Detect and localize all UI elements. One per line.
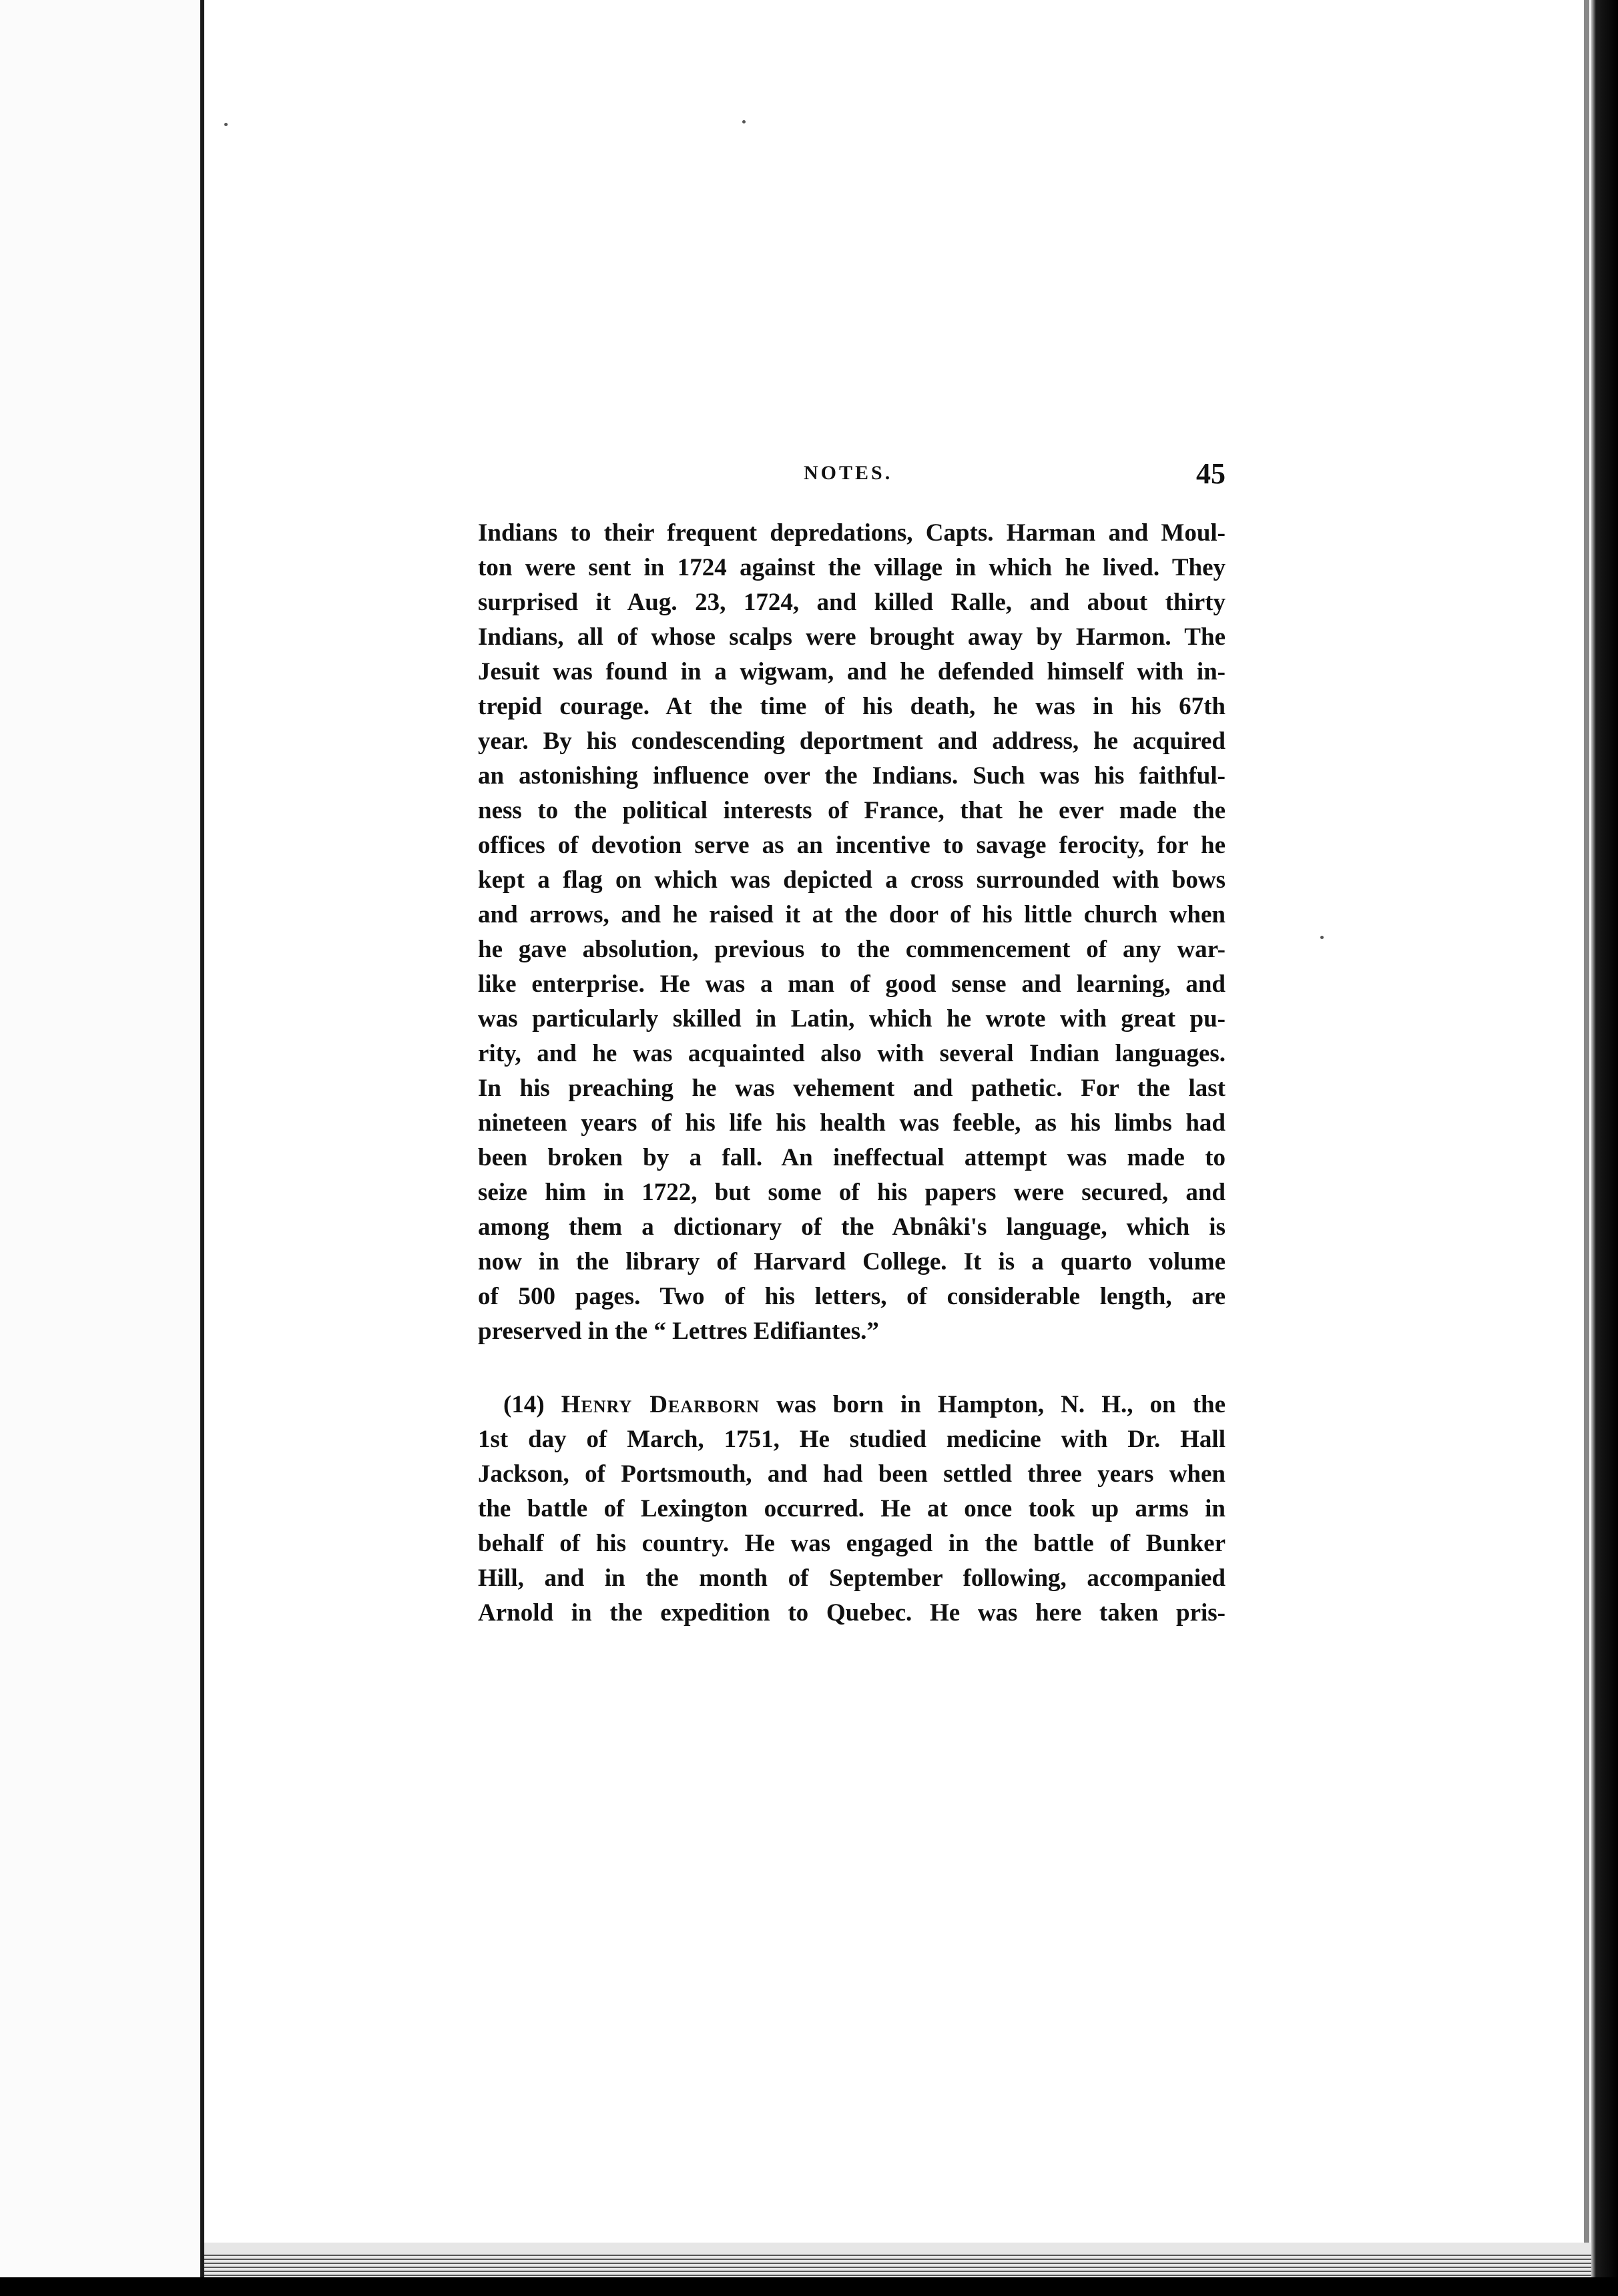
text-line: surprised it Aug. 23, 1724, and killed Ralle, and about thirty [478, 589, 1226, 616]
text-line: Arnold in the expedition to Quebec. He was here taken pris- [478, 1599, 1226, 1627]
text-line: Jackson, of Portsmouth, and had been settled three years when [478, 1460, 1226, 1488]
scan-speck [224, 123, 228, 126]
body-text [478, 516, 1226, 1631]
page-number: 45 [1196, 457, 1226, 490]
text-line: trepid courage. At the time of his death, he was in his 67th [478, 693, 1226, 720]
facing-page-margin [0, 0, 200, 2296]
text-line: of 500 pages. Two of his letters, of considerable length, are [478, 1283, 1226, 1310]
paragraph-spacer [478, 1349, 1226, 1388]
text-line: been broken by a fall. An ineffectual attempt was made to [478, 1144, 1226, 1171]
text-line: nineteen years of his life his health was feeble, as his limbs had [478, 1109, 1226, 1137]
text-line: now in the library of Harvard College. It is a quarto volume [478, 1248, 1226, 1275]
running-title: NOTES. [804, 462, 893, 484]
text-line-first [478, 1388, 1226, 1422]
text-line: behalf of his country. He was engaged in the battle of Bunker [478, 1530, 1226, 1557]
text-line: Indians to their frequent depredations, Capts. Harman and Moul- [478, 519, 1226, 547]
text-line: rity, and he was acquainted also with several Indian languages. [478, 1040, 1226, 1067]
first-line-text: was born in Hampton, N. H., on the [776, 1391, 1226, 1418]
text-line: he gave absolution, previous to the commencement of any war- [478, 936, 1226, 963]
text-line: Hill, and in the month of September following, accompanied [478, 1564, 1226, 1592]
text-line: year. By his condescending deportment and address, he acquired [478, 728, 1226, 755]
text-line: and arrows, and he raised it at the door of his little church when [478, 901, 1226, 928]
scan-speck [742, 120, 746, 123]
text-line: seize him in 1722, but some of his papers were secured, and [478, 1179, 1226, 1206]
book-gutter [200, 0, 204, 2296]
person-name: Henry Dearborn [561, 1391, 760, 1418]
running-head [478, 457, 1226, 497]
text-line: an astonishing influence over the Indians. Such was his faithful- [478, 762, 1226, 790]
scan-border-bottom [0, 2277, 1618, 2296]
paragraph-note-14 [478, 1388, 1226, 1631]
text-line: Jesuit was found in a wigwam, and he defended himself with in- [478, 658, 1226, 685]
text-line: preserved in the “ Lettres Edifiantes.” [478, 1318, 879, 1345]
text-line: ton were sent in 1724 against the village in which he lived. They [478, 554, 1226, 581]
text-line: like enterprise. He was a man of good sense and learning, and [478, 970, 1226, 998]
text-line: kept a flag on which was depicted a cross surrounded with bows [478, 866, 1226, 894]
paragraph-note-13-continued [478, 516, 1226, 1349]
page-edge-right [1591, 0, 1618, 2296]
text-line: offices of devotion serve as an incentive to savage ferocity, for he [478, 832, 1226, 859]
text-line: Indians, all of whose scalps were brought away by Harmon. The [478, 623, 1226, 651]
text-line: 1st day of March, 1751, He studied medicine with Dr. Hall [478, 1426, 1226, 1453]
text-line: the battle of Lexington occurred. He at once took up arms in [478, 1495, 1226, 1522]
text-line: among them a dictionary of the Abnâki's language, which is [478, 1213, 1226, 1241]
text-line: was particularly skilled in Latin, which he wrote with great pu- [478, 1005, 1226, 1033]
text-line: ness to the political interests of France, that he ever made the [478, 797, 1226, 824]
note-number: (14) [503, 1391, 545, 1418]
scan-speck [1320, 936, 1324, 939]
text-line: In his preaching he was vehement and pathetic. For the last [478, 1075, 1226, 1102]
